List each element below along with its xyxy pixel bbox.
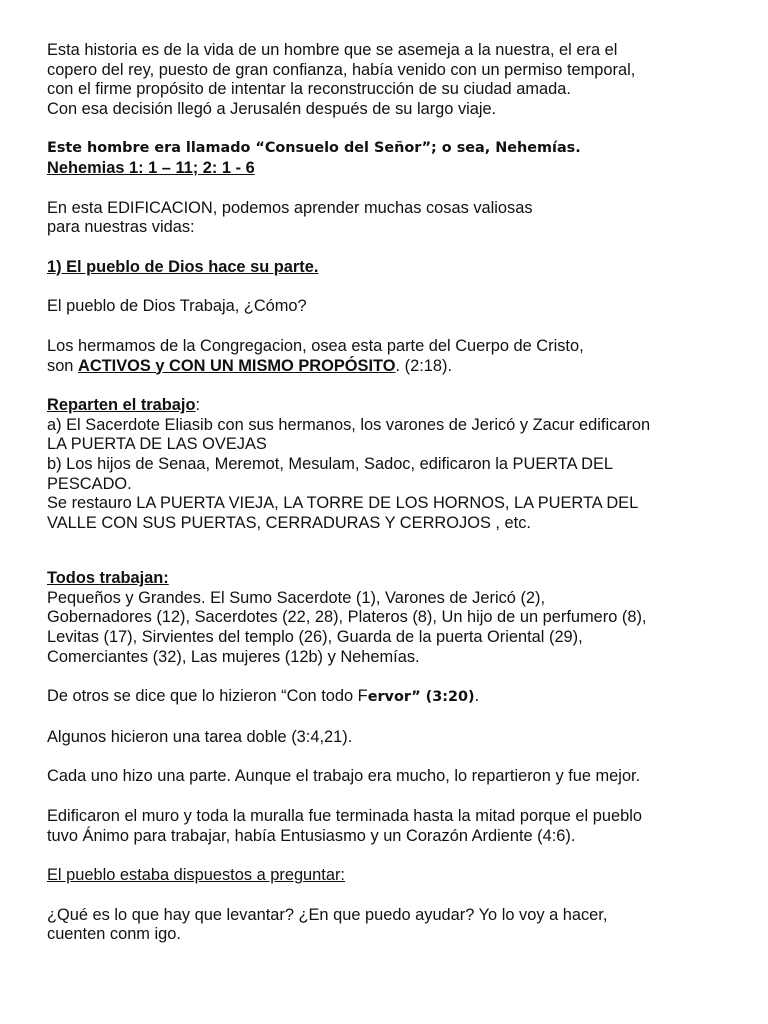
activos-emphasis: ACTIVOS y CON UN MISMO PROPÓSITO bbox=[77, 356, 396, 375]
todos-paragraph bbox=[47, 569, 727, 667]
final-paragraph bbox=[47, 906, 727, 945]
nehemias-name-line: Este hombre era llamado “Consuelo del Señor”; o sea, Nehemías. bbox=[47, 140, 581, 157]
spacer bbox=[47, 179, 727, 199]
spacer bbox=[47, 667, 727, 687]
spacer bbox=[47, 533, 727, 569]
fervor-paragraph bbox=[47, 687, 727, 708]
nehemias-paragraph bbox=[47, 139, 727, 178]
trabaja-question: El pueblo de Dios Trabaja, ¿Cómo? bbox=[47, 297, 307, 316]
reparten-c-line-2: VALLE CON SUS PUERTAS, CERRADURAS Y CERROJOS , etc. bbox=[47, 513, 531, 532]
scripture-reference: Nehemias 1: 1 – 11; 2: 1 - 6 bbox=[47, 158, 255, 177]
spacer bbox=[47, 846, 727, 866]
spacer bbox=[47, 787, 727, 807]
reparten-b-line-1: b) Los hijos de Senaa, Meremot, Mesulam, Sadoc, edificaron la PUERTA DEL bbox=[47, 454, 614, 473]
todos-heading: Todos trabajan: bbox=[47, 569, 169, 588]
intro-line-1: Esta historia es de la vida de un hombre que se asemeja a la nuestra, el era el bbox=[47, 41, 618, 59]
todos-line-2: Gobernadores (12), Sacerdotes (22, 28), Plateros (8), Un hijo de un perfumero (8), bbox=[47, 608, 647, 627]
fervor-bold: ervor” (3:20) bbox=[367, 689, 475, 706]
intro-paragraph bbox=[47, 41, 727, 119]
dispuestos-heading: El pueblo estaba dispuestos a preguntar: bbox=[47, 866, 345, 885]
edificacion-line-2: para nuestras vidas: bbox=[47, 218, 195, 237]
spacer bbox=[47, 277, 727, 297]
edificacion-line-1: En esta EDIFICACION, podemos aprender muchas cosas valiosas bbox=[47, 198, 533, 217]
todos-line-3: Levitas (17), Sirvientes del templo (26), Guarda de la puerta Oriental (29), bbox=[47, 628, 583, 647]
spacer bbox=[47, 747, 727, 767]
intro-line-3: con el firme propósito de intentar la reconstrucción de su ciudad amada. bbox=[47, 80, 571, 99]
congregacion-pre: son bbox=[47, 356, 78, 375]
muro-paragraph bbox=[47, 807, 727, 846]
final-line-2: cuenten conm igo. bbox=[47, 925, 181, 944]
reparten-a-line-1: a) El Sacerdote Eliasib con sus hermanos, los varones de Jericó y Zacur edificaron bbox=[47, 415, 651, 434]
edificacion-paragraph bbox=[47, 199, 727, 238]
spacer bbox=[47, 238, 727, 258]
congregacion-line-1: Los hermamos de la Congregacion, osea esta parte del Cuerpo de Cristo, bbox=[47, 336, 584, 355]
spacer bbox=[47, 317, 727, 337]
spacer bbox=[47, 119, 727, 139]
muro-line-1: Edificaron el muro y toda la muralla fue terminada hasta la mitad porque el pueblo bbox=[47, 807, 642, 826]
muro-line-2: tuvo Ánimo para trabajar, había Entusiasmo y un Corazón Ardiente (4:6). bbox=[47, 826, 576, 845]
cada-paragraph: Cada uno hizo una parte. Aunque el trabajo era mucho, lo repartieron y fue mejor. bbox=[47, 767, 641, 786]
reparten-heading-line bbox=[47, 396, 727, 416]
final-line-1: ¿Qué es lo que hay que levantar? ¿En que puedo ayudar? Yo lo voy a hacer, bbox=[47, 905, 608, 924]
spacer bbox=[47, 886, 727, 906]
intro-line-2: copero del rey, puesto de gran confianza, había venido con un permiso temporal, bbox=[47, 60, 636, 79]
todos-line-1: Pequeños y Grandes. El Sumo Sacerdote (1), Varones de Jericó (2), bbox=[47, 588, 546, 607]
reparten-a-line-2: LA PUERTA DE LAS OVEJAS bbox=[47, 435, 267, 454]
reparten-heading: Reparten el trabajo bbox=[47, 396, 196, 415]
reparten-c-line-1: Se restauro LA PUERTA VIEJA, LA TORRE DE LOS HORNOS, LA PUERTA DEL bbox=[47, 494, 639, 513]
reparten-paragraph bbox=[47, 396, 727, 533]
fervor-post: . bbox=[474, 687, 480, 706]
intro-line-4: Con esa decisión llegó a Jerusalén después de su largo viaje. bbox=[47, 99, 497, 118]
todos-line-4: Comerciantes (32), Las mujeres (12b) y Nehemías. bbox=[47, 647, 420, 666]
section-heading-1: 1) El pueblo de Dios hace su parte. bbox=[47, 257, 319, 276]
reparten-colon: : bbox=[195, 396, 201, 415]
congregacion-line-2 bbox=[47, 357, 727, 377]
congregacion-paragraph bbox=[47, 337, 727, 376]
document-body bbox=[47, 41, 727, 945]
spacer bbox=[47, 708, 727, 728]
spacer bbox=[47, 376, 727, 396]
congregacion-post: . (2:18). bbox=[395, 356, 452, 375]
fervor-pre: De otros se dice que lo hizieron “Con todo F bbox=[47, 687, 368, 706]
doble-paragraph: Algunos hicieron una tarea doble (3:4,21). bbox=[47, 727, 353, 746]
reparten-b-line-2: PESCADO. bbox=[47, 474, 132, 493]
